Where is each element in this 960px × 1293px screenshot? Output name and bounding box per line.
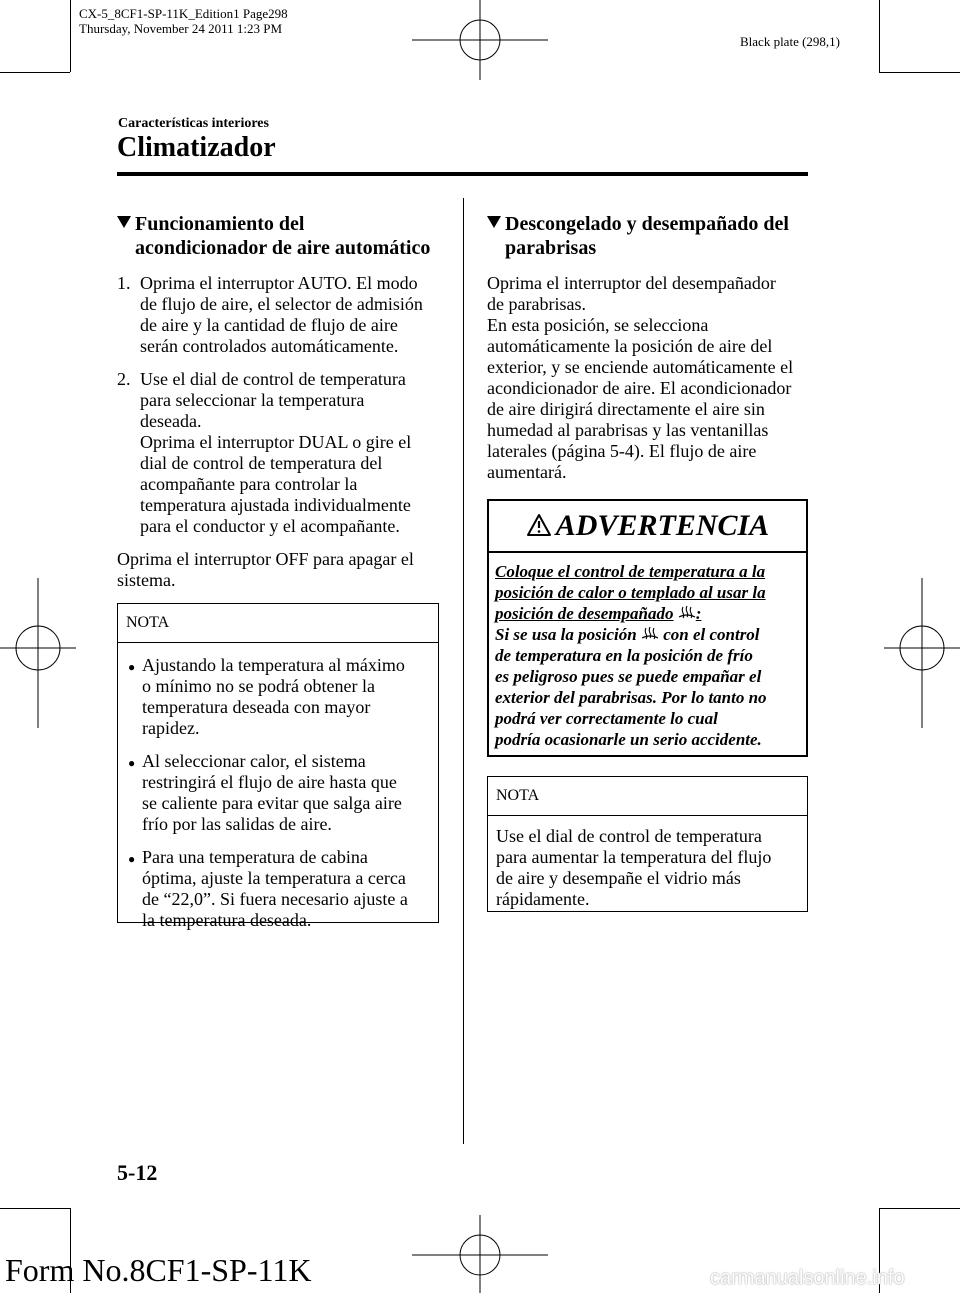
- registration-mark-left: [0, 578, 76, 728]
- warning-box: [487, 499, 808, 757]
- print-header: [79, 6, 288, 36]
- note-bullet: ● Al seleccionar calor, el sistema restringirá el flujo de aire hasta que se caliente para evitar que salga aire frío por las salidas de aire.: [128, 751, 402, 834]
- note-bullet: ● Para una temperatura de cabina óptima, ajuste la temperatura a cerca de “22,0”. Si fuera necesario ajuste a la temperatura deseada.: [128, 847, 408, 930]
- note-box-right: NOTA Use el dial de control de temperatura para aumentar la temperatura del flujo de aire y desempañe el vidrio más rápidamente.: [487, 776, 808, 912]
- registration-mark-bottom: [412, 1215, 548, 1293]
- crop-mark: [879, 0, 880, 72]
- registration-mark-top: [412, 0, 548, 80]
- step-1: 1. Oprima el interruptor AUTO. El modo de flujo de aire, el selector de admisión de aire y la cantidad de flujo de aire serán controlados automáticamente.: [117, 273, 423, 356]
- warning-triangle-icon: [526, 513, 552, 537]
- windshield-defroster-icon: [641, 626, 659, 642]
- section-category: Características interiores: [118, 116, 269, 131]
- left-column: [117, 212, 447, 591]
- closing-paragraph: Oprima el interruptor OFF para apagar el sistema.: [117, 549, 414, 590]
- note-title: NOTA: [488, 777, 807, 816]
- crop-mark: [879, 1208, 960, 1209]
- triangle-icon: [487, 216, 501, 228]
- crop-mark: [879, 72, 960, 73]
- crop-mark: [70, 0, 71, 72]
- page-title: Climatizador: [117, 132, 276, 163]
- column-divider: [463, 198, 464, 1144]
- warning-text: Coloque el control de temperatura a la posición de calor o templado al usar la posición de desempañado : Si se usa la posición con el control de temperatura en la posición de frío es peligroso pues se puede empañar el exterior del parabrisas. Por lo tanto no podrá ver correctamente lo cual podría ocasionarle un serio accidente.: [495, 562, 767, 749]
- title-rule: [117, 172, 808, 176]
- note-bullet: ● Ajustando la temperatura al máximo o mínimo no se podrá obtener la temperatura deseada con mayor rapidez.: [128, 655, 405, 738]
- watermark: carmanualsonline.info: [710, 1267, 905, 1289]
- page-number: 5-12: [117, 1160, 158, 1185]
- note-title: NOTA: [118, 604, 438, 643]
- plate-label: Black plate (298,1): [740, 34, 840, 49]
- warning-header: [489, 501, 806, 553]
- form-number: Form No.8CF1-SP-11K: [5, 1252, 312, 1288]
- print-timestamp: Thursday, November 24 2011 1:23 PM: [79, 21, 283, 36]
- crop-mark: [0, 1208, 70, 1209]
- left-heading: Funcionamiento del acondicionador de aire automático: [117, 212, 447, 260]
- doc-id: CX-5_8CF1-SP-11K_Edition1 Page298: [79, 6, 288, 21]
- right-heading: Descongelado y desempañado del parabrisas: [487, 212, 812, 260]
- right-column: [487, 212, 812, 483]
- right-body: Oprima el interruptor del desempañador de parabrisas. En esta posición, se selecciona automáticamente la posición de aire del exterior, y se enciende automáticamente el acondicionador de aire. El acondicionador de aire dirigirá directamente el aire sin humedad al parabrisas y las ventanillas laterales (página 5-4). El flujo de aire aumentará.: [487, 273, 794, 482]
- step-2: 2. Use el dial de control de temperatura para seleccionar la temperatura deseada. Oprima el interruptor DUAL o gire el dial de control de temperatura del acompañante para controlar la temperatura ajustada individualmente para el conductor y el acompañante.: [117, 369, 412, 536]
- registration-mark-right: [884, 578, 960, 728]
- triangle-icon: [117, 216, 131, 228]
- windshield-defroster-icon: [678, 605, 696, 621]
- note-box-left: [117, 603, 439, 930]
- crop-mark: [0, 72, 70, 73]
- warning-title: ADVERTENCIA: [555, 509, 770, 542]
